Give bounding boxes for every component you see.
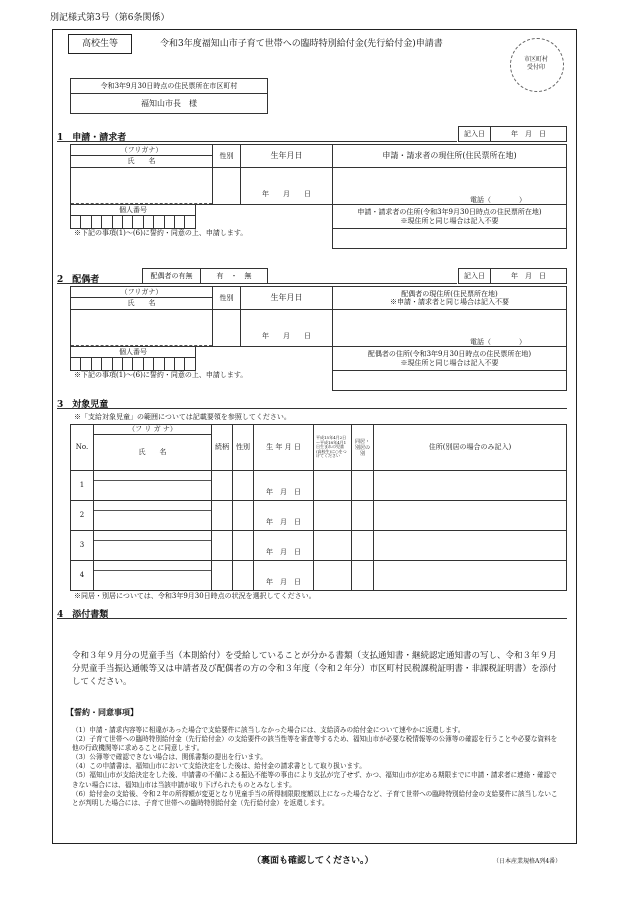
child-mark-cell[interactable] xyxy=(314,501,352,531)
section-1-rule xyxy=(57,141,457,142)
s2-address-input[interactable]: 電話（ ） xyxy=(333,310,567,347)
col-relation: 続柄 xyxy=(212,425,233,471)
child-name-cell[interactable] xyxy=(94,471,212,501)
s1-gender-label: 性別 xyxy=(213,145,241,168)
footer-back-note: （裏面も確認してください。） xyxy=(252,856,374,866)
child-gender-cell[interactable] xyxy=(233,561,254,591)
child-name-cell[interactable] xyxy=(94,561,212,591)
child-address-cell[interactable] xyxy=(374,501,567,531)
spouse-presence-label: 配偶者の有無 xyxy=(143,269,201,284)
col-name: 氏 名 xyxy=(94,435,212,471)
s2-id-table xyxy=(70,346,196,371)
spouse-presence-value[interactable]: 有 ・ 無 xyxy=(201,269,268,284)
child-mark-cell[interactable] xyxy=(314,561,352,591)
s2-date-box xyxy=(458,268,567,284)
oath-item: （4）この申請書は、福知山市において支給決定をした後は、給付金の請求書として取り扱います。 xyxy=(72,762,366,771)
child-birth-cell[interactable]: 年 月 日 xyxy=(254,501,314,531)
col-birth: 生 年 月 日 xyxy=(254,425,314,471)
child-mark-cell[interactable] xyxy=(314,471,352,501)
col-living: 同居・別居の別 xyxy=(352,425,374,471)
child-relation-cell[interactable] xyxy=(212,531,233,561)
s2-address-header xyxy=(333,287,567,310)
table-row xyxy=(71,501,567,531)
s1-address-header: 申請・請求者の現住所(住民票所在地) xyxy=(333,145,567,168)
s2-date-value[interactable]: 年 月 日 xyxy=(491,269,567,284)
s2-birth-input[interactable]: 年 月 日 xyxy=(241,310,333,347)
s1-gender-input[interactable] xyxy=(213,168,241,205)
s1-birth-label: 生年月日 xyxy=(241,145,333,168)
table-row xyxy=(71,561,567,591)
children-table xyxy=(70,424,567,591)
s2-oath-note: ※下記の事項(1)～(6)に誓約・同意の上、申請します。 xyxy=(74,371,248,379)
section-2-heading: 2 配偶者 xyxy=(57,275,100,285)
s1-address2-label: 申請・請求者の住所(令和3年9月30日時点の住民票所在地) xyxy=(357,208,542,217)
row-no: 3 xyxy=(71,531,94,561)
s2-address-label: 配偶者の現住所(住民票所在地) xyxy=(401,289,498,298)
row-no: 1 xyxy=(71,471,94,501)
child-living-cell[interactable] xyxy=(352,471,374,501)
s2-spouse-table xyxy=(70,286,567,347)
s1-id-digit[interactable] xyxy=(71,216,81,229)
child-birth-cell[interactable]: 年 月 日 xyxy=(254,471,314,501)
s1-id-table xyxy=(70,204,196,229)
table-row xyxy=(71,531,567,561)
row-no: 4 xyxy=(71,561,94,591)
child-relation-cell[interactable] xyxy=(212,501,233,531)
s2-address2-header xyxy=(333,347,567,371)
child-gender-cell[interactable] xyxy=(233,501,254,531)
address-box xyxy=(70,78,268,114)
oath-item: （1）申請・請求内容等に相違があった場合で支給要件に該当しなかった場合には、支給済みの給付金について速やかに返還します。 xyxy=(72,726,465,734)
child-gender-cell[interactable] xyxy=(233,531,254,561)
s2-birth-label: 生年月日 xyxy=(241,287,333,310)
s3-footnote: ※同居・別居については、令和3年9月30日時点の状況を選択してください。 xyxy=(74,592,316,600)
oath-item: （3）公簿等で確認できない場合は、関係書類の提出を行います。 xyxy=(72,753,267,762)
s2-furigana-label: （フリガナ） xyxy=(71,287,213,298)
s2-name-label: 氏 名 xyxy=(71,298,213,310)
oath-item: （6）給付金の支給後、令和２年の所得額が変更となり児童手当の所得制限限度額以上になった場合など、子育て世帯への臨時特別給付金の支給要件に該当しないことが判明した場合には、子育て世帯への臨時特別給付金（先行給付金）を返還します。 xyxy=(72,789,558,807)
s1-address2-header xyxy=(333,205,567,229)
oath-item: （2）子育て世帯への臨時特別給付金（先行給付金）の支給要件の該当性等を審査等するため、福知山市が必要な税情報等の公簿等の確認を行うことや必要な資料を他の行政機関等に求めることに同意します。 xyxy=(72,735,558,753)
child-name-cell[interactable] xyxy=(94,531,212,561)
s3-note: ※「支給対象児童」の範囲については記載要領を参照してください。 xyxy=(74,413,291,421)
s1-address2-table xyxy=(332,204,567,249)
form-title: 令和3年度福知山市子育て世帯への臨時特別給付金(先行給付金)申請書 xyxy=(160,39,443,49)
s1-date-value[interactable]: 年 月 日 xyxy=(491,127,567,142)
s1-applicant-table xyxy=(70,144,567,205)
s1-date-box xyxy=(458,126,567,142)
col-address: 住所(別居の場合のみ記入) xyxy=(374,425,567,471)
child-gender-cell[interactable] xyxy=(233,471,254,501)
s2-gender-label: 性別 xyxy=(213,287,241,310)
s1-address-input[interactable]: 電話（ ） xyxy=(333,168,567,205)
child-living-cell[interactable] xyxy=(352,561,374,591)
child-living-cell[interactable] xyxy=(352,501,374,531)
s1-oath-note: ※下記の事項(1)～(6)に誓約・同意の上、申請します。 xyxy=(74,229,248,237)
s1-name-label: 氏 名 xyxy=(71,156,213,168)
section-3-rule xyxy=(57,408,567,409)
reception-stamp-text: 市区町村 受付印 xyxy=(523,56,548,71)
oath-item: （5）福知山市が支給決定をした後、申請書の不備による振込不能等の事由により支払が完了せず、かつ、福知山市が定める期限までに申請・請求者に連絡・確認できない場合には、福知山市は当該申請が取り下げられたものとみなします。 xyxy=(72,771,557,789)
child-birth-cell[interactable]: 年 月 日 xyxy=(254,531,314,561)
child-living-cell[interactable] xyxy=(352,531,374,561)
s2-address-note: ※申請・請求者と同じ場合は記入不要 xyxy=(390,298,509,306)
section-1-heading: 1 申請・請求者 xyxy=(57,133,127,143)
col-highschool-mark: 平成15年4月2日～平成18年4月1日生まれの児童(高校生)に○をつけてください xyxy=(314,425,352,471)
s1-furigana-label: （フリガナ） xyxy=(71,145,213,156)
s2-address2-note: ※現住所と同じ場合は記入不要 xyxy=(400,358,499,367)
child-relation-cell[interactable] xyxy=(212,471,233,501)
table-row xyxy=(71,471,567,501)
section-3-heading: 3 対象児童 xyxy=(57,400,109,410)
s1-address2-note: ※現住所と同じ場合は記入不要 xyxy=(400,216,499,225)
s2-date-label: 記入日 xyxy=(459,269,491,284)
s2-id-digit[interactable] xyxy=(71,358,81,371)
child-birth-cell[interactable]: 年 月 日 xyxy=(254,561,314,591)
s2-gender-input[interactable] xyxy=(213,310,241,347)
s2-id-label: 個人番号 xyxy=(71,347,196,358)
s4-attachment-text: 令和３年９月分の児童手当（本則給付）を受給していることが分かる書類（支払通知書・継続認定通知書の写し、令和３年９月分児童手当振込通帳等又は申請者及び配偶者の方の令和３年度（令和２年分）市区町村民税課税証明書・非課税証明書）を添付してください。 xyxy=(72,651,557,687)
col-furigana: （フ リ ガ ナ） xyxy=(94,425,212,435)
s1-date-label: 記入日 xyxy=(459,127,491,142)
child-relation-cell[interactable] xyxy=(212,561,233,591)
category-box: 高校生等 xyxy=(68,34,132,54)
child-address-cell[interactable] xyxy=(374,561,567,591)
s1-id-label: 個人番号 xyxy=(71,205,196,216)
address-box-value: 福知山市長 様 xyxy=(71,94,268,114)
s1-birth-input[interactable]: 年 月 日 xyxy=(241,168,333,205)
child-address-cell[interactable] xyxy=(374,471,567,501)
row-no: 2 xyxy=(71,501,94,531)
oath-list xyxy=(72,726,560,808)
section-4-heading: 4 添付書類 xyxy=(57,610,109,620)
s1-address2-input[interactable] xyxy=(333,229,567,249)
s1-name-input[interactable] xyxy=(71,168,213,204)
s2-address2-table xyxy=(332,346,567,391)
child-name-cell[interactable] xyxy=(94,501,212,531)
col-gender: 性別 xyxy=(233,425,254,471)
s2-address2-input[interactable] xyxy=(333,371,567,391)
spouse-presence-box xyxy=(142,268,268,284)
footer-paper-size: （日本産業規格A列4番） xyxy=(493,858,562,865)
section-4-rule xyxy=(57,618,567,619)
s2-address2-label: 配偶者の住所(令和3年9月30日時点の住民票所在地) xyxy=(367,350,532,359)
col-no: No. xyxy=(71,425,94,471)
form-number: 別記様式第3号（第6条関係） xyxy=(50,13,170,23)
child-address-cell[interactable] xyxy=(374,531,567,561)
child-mark-cell[interactable] xyxy=(314,531,352,561)
address-box-caption: 令和3年9月30日時点の住民票所在市区町村 xyxy=(71,79,268,94)
s2-name-input[interactable] xyxy=(71,310,213,346)
oath-heading: 【誓約・同意事項】 xyxy=(66,707,138,717)
